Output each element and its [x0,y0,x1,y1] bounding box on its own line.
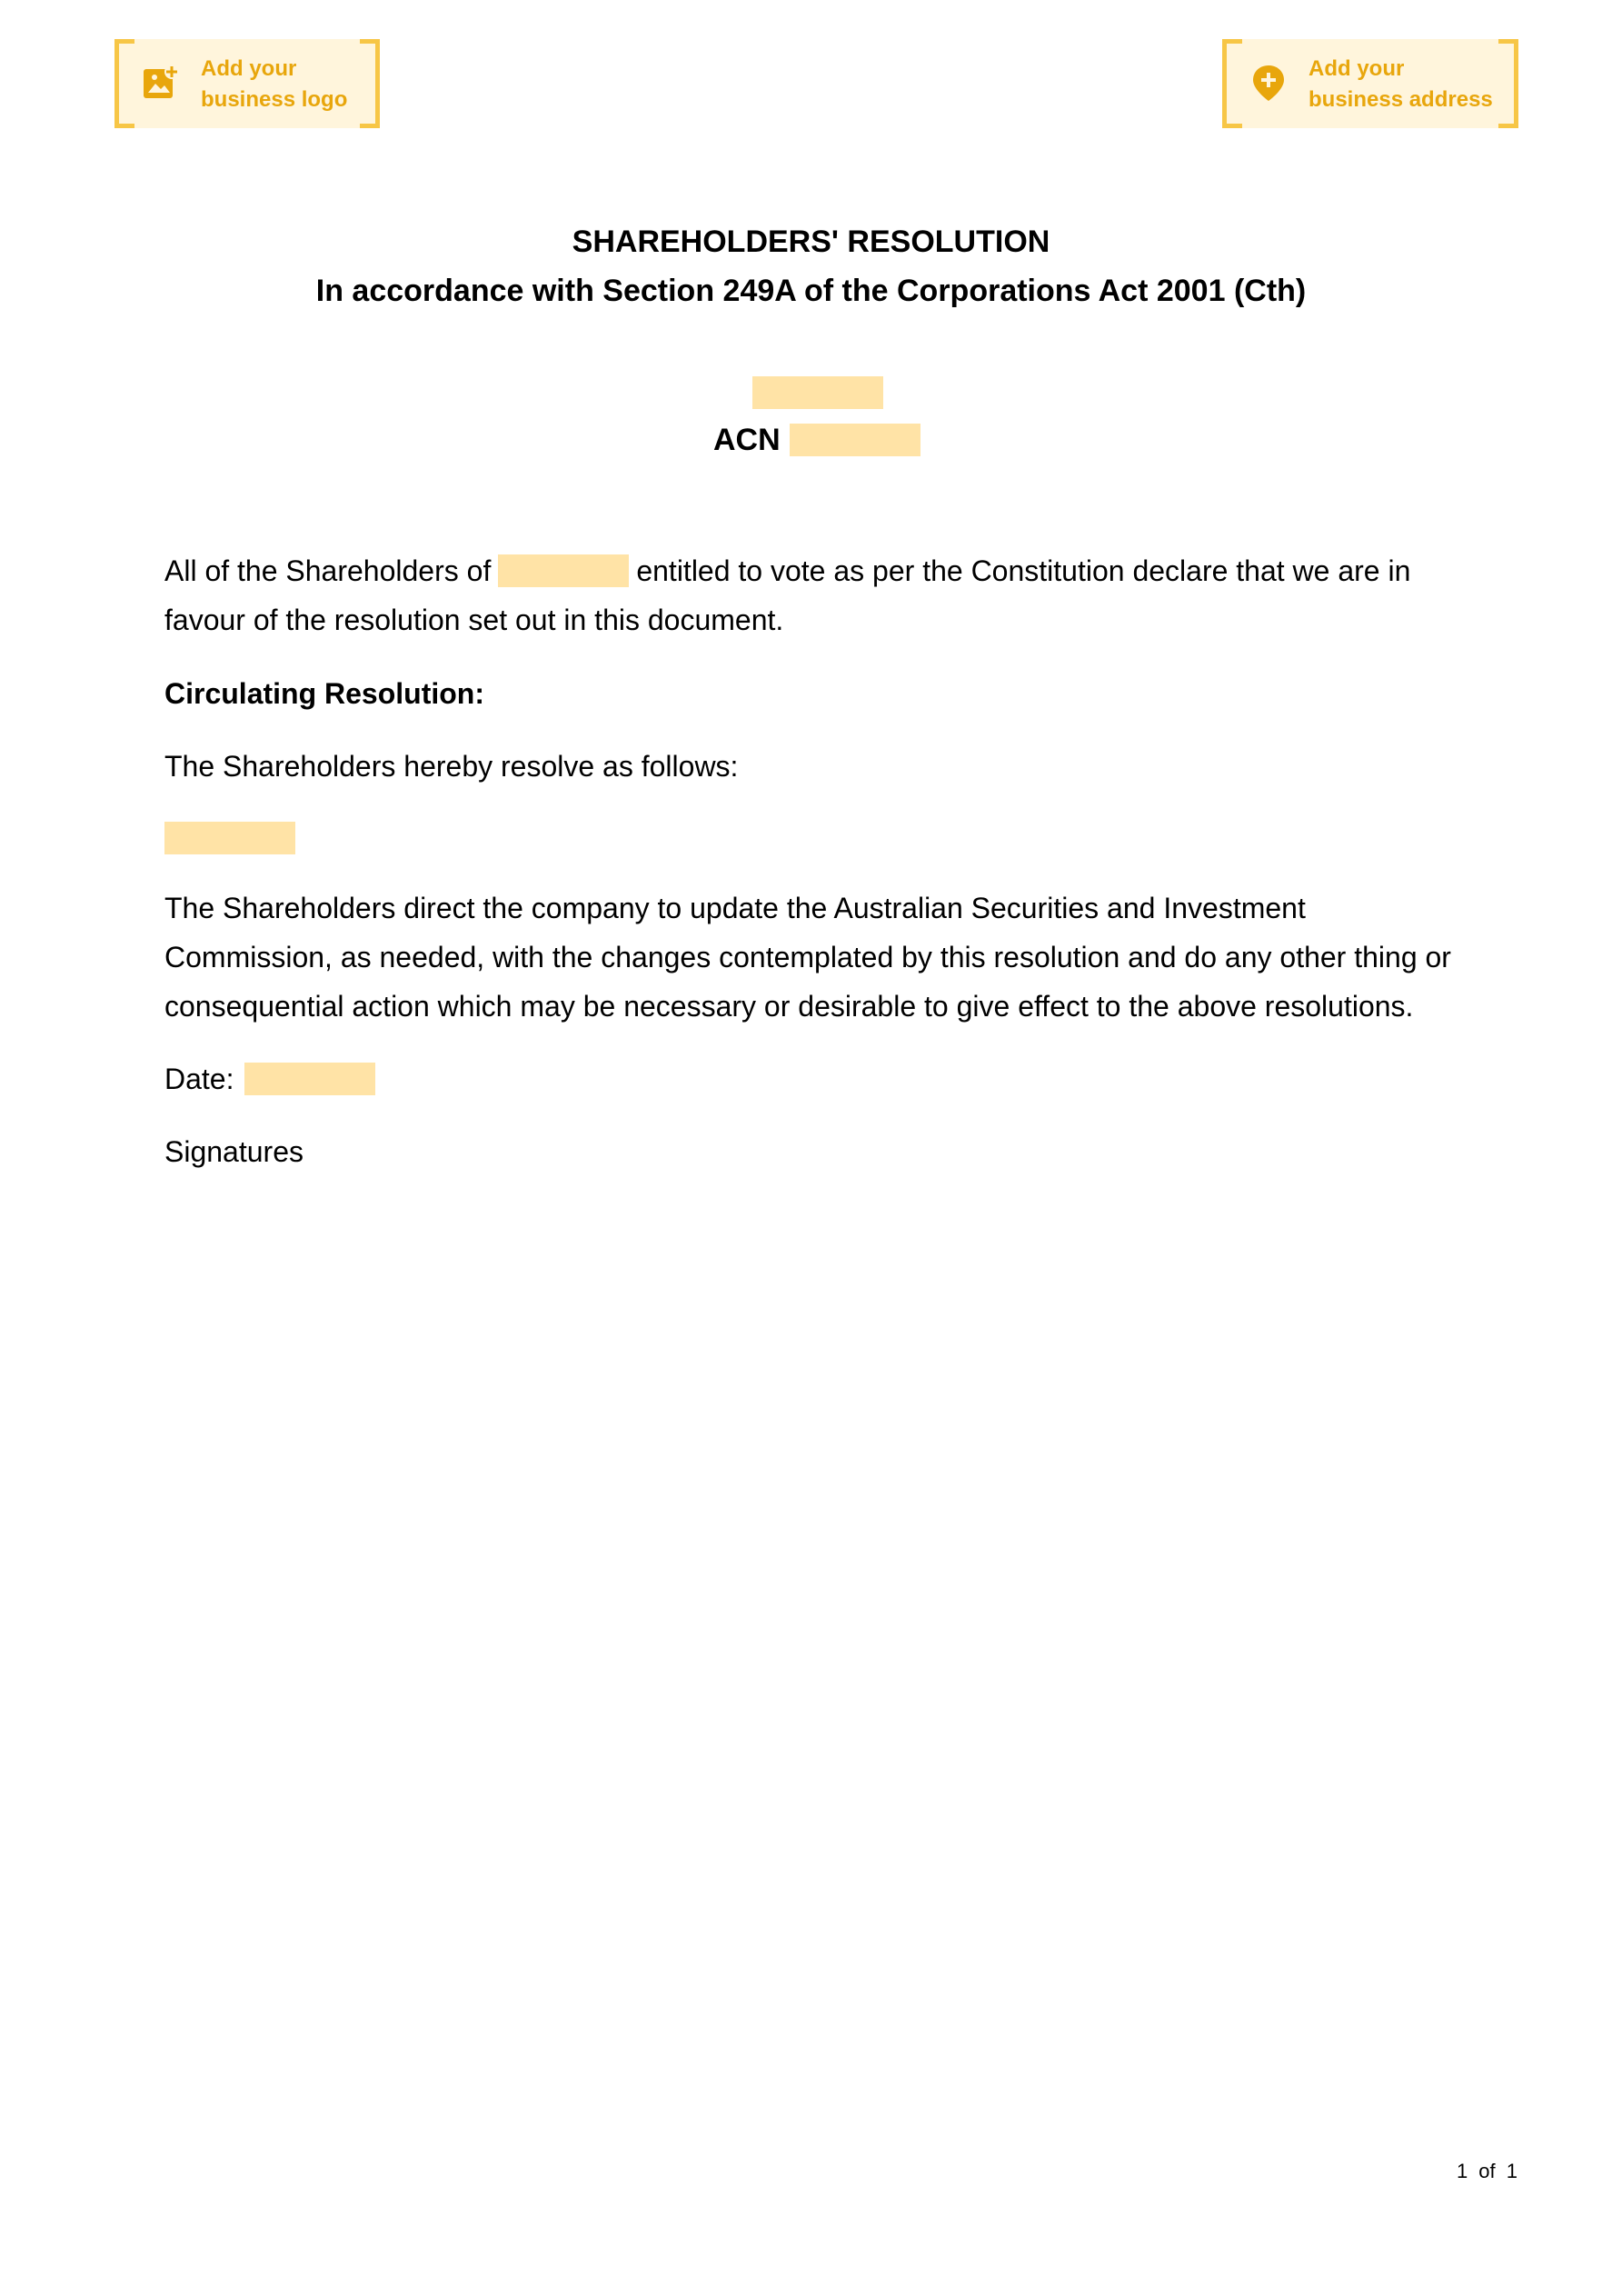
company-name-inline-field[interactable] [498,554,629,587]
add-business-address-button[interactable] [1222,39,1518,128]
circulating-resolution-heading: Circulating Resolution: [164,677,484,710]
company-name-field[interactable] [752,376,883,409]
date-field[interactable] [244,1063,375,1095]
resolution-details-field[interactable] [164,822,295,854]
logo-placeholder-label: Add your business logo [201,56,348,112]
acn-line [713,422,920,458]
address-placeholder-label: Add your business address [1309,56,1493,112]
location-pin-add-icon [1249,64,1288,102]
add-business-logo-button[interactable] [114,39,380,128]
signatures-label: Signatures [164,1135,304,1168]
shareholders-declaration [164,546,1473,644]
image-add-icon [142,64,180,102]
page-number: 1 of 1 [1456,2160,1518,2182]
date-line [164,1054,375,1103]
document-title: SHAREHOLDERS' RESOLUTION [572,225,1050,259]
document-subtitle: In accordance with Section 249A of the Corporations Act 2001 (Cth) [315,274,1307,308]
asic-direction-paragraph: The Shareholders direct the company to update the Australian Securities and Investment Commission, as needed, with the changes contemplated by this resolution and do any other thing or consequential action which may be necessary or desirable to give effect to the above resolutions. [164,892,1451,1023]
acn-field[interactable] [790,424,920,456]
resolve-statement: The Shareholders hereby resolve as follows: [164,750,739,783]
date-label: Date: [164,1063,234,1095]
acn-label: ACN [713,423,781,457]
declaration-text-start: All of the Shareholders of [164,554,492,587]
declaration-text-end: entitled to vote as per the Constitution declare that we are in favour of the resolution set out in this document. [164,554,1411,636]
